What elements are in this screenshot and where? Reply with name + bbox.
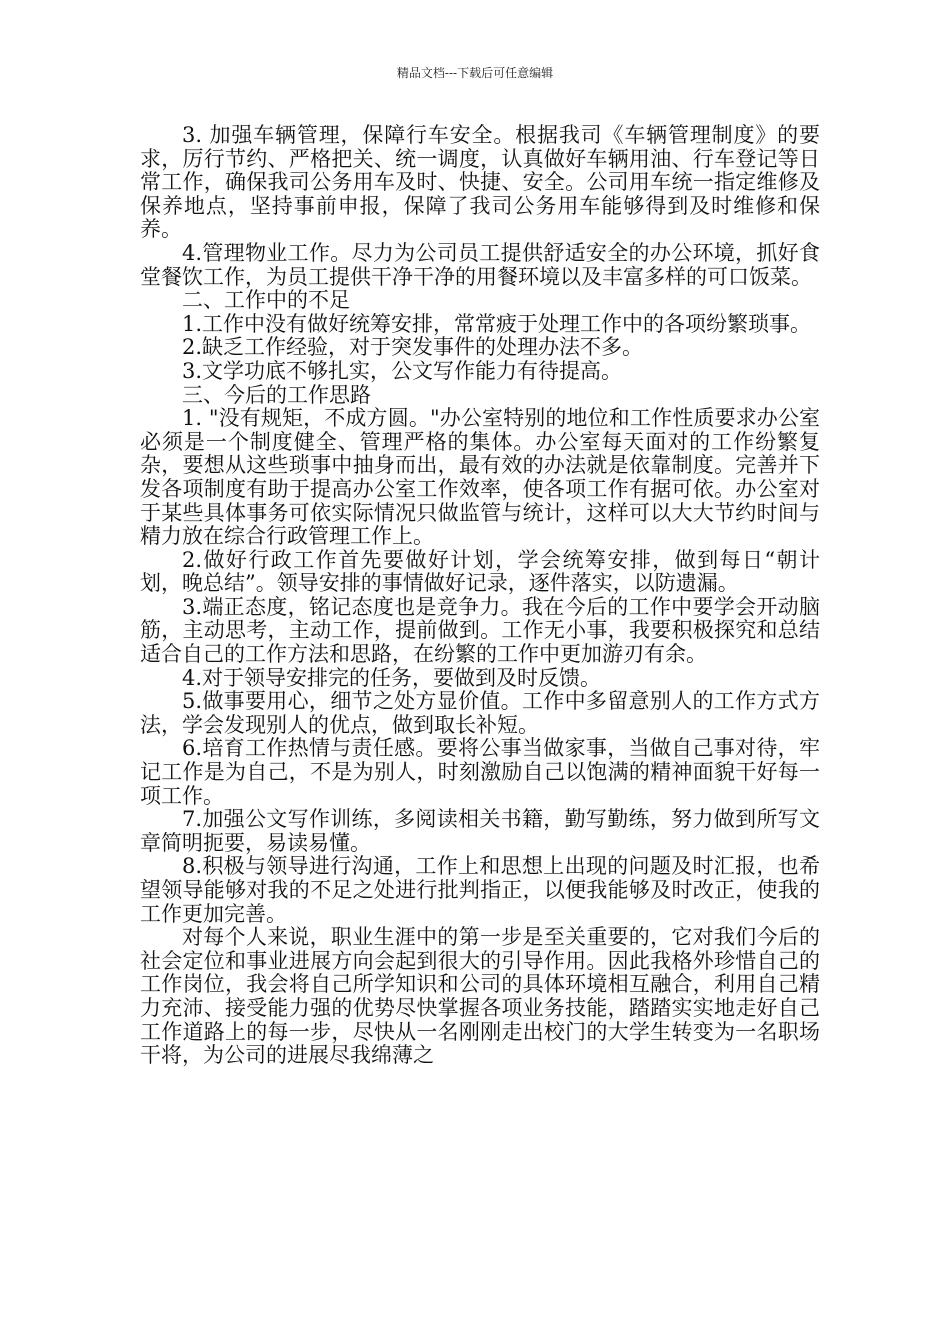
paragraph-shortcoming-1: 1.工作中没有做好统筹安排，常常疲于处理工作中的各项纷繁琐事。	[182, 311, 812, 336]
paragraph-plan-7: 7.加强公文写作训练，多阅读相关书籍，勤写勤练，努力做到所写文章简明扼要，易读易懂。	[140, 807, 820, 855]
document-body	[140, 124, 820, 1068]
paragraph-plan-1: 1. "没有规矩，不成方圆。"办公室特别的地位和工作性质要求办公室必须是一个制度健全、管理严格的集体。办公室每天面对的工作纷繁复杂，要想从这些琐事中抽身而出，最有效的办法就是依靠制度。完善并下发各项制度有助于提高办公室工作效率，使各项工作有据可依。办公室对于某些具体事务可依实际情况只做监管与统计，这样可以大大节约时间与精力放在综合行政管理工作上。	[140, 406, 820, 549]
paragraph-plan-5: 5.做事要用心，细节之处方显价值。工作中多留意别人的工作方式方法，学会发现别人的优点，做到取长补短。	[140, 689, 820, 737]
paragraph-plan-2: 2.做好行政工作首先要做好计划，学会统筹安排，做到每日“朝计划，晚总结”。领导安排的事情做好记录，逐件落实，以防遗漏。	[140, 547, 820, 596]
paragraph-shortcoming-3: 3.文学功底不够扎实，公文写作能力有待提高。	[182, 358, 623, 383]
section-heading-future-plans: 三、今后的工作思路	[182, 382, 371, 407]
section-heading-shortcomings: 二、工作中的不足	[182, 288, 350, 313]
paragraph-plan-4: 4.对于领导安排完的任务，要做到及时反馈。	[182, 665, 602, 690]
paragraph-plan-6: 6.培育工作热情与责任感。要将公事当做家事，当做自己事对待，牢记工作是为自己，不是为别人，时刻激励自己以饱满的精神面貌干好每一项工作。	[140, 736, 820, 808]
paragraph-plan-8: 8.积极与领导进行沟通，工作上和思想上出现的问题及时汇报，也希望领导能够对我的不足之处进行批判指正，以便我能够及时改正，使我的工作更加完善。	[140, 854, 820, 926]
paragraph-plan-3: 3.端正态度，铭记态度也是竞争力。我在今后的工作中要学会开动脑筋，主动思考，主动工作，提前做到。工作无小事，我要积极探究和总结适合自己的工作方法和思路，在纷繁的工作中更加游刃有余。	[140, 594, 820, 667]
paragraph-conclusion: 对每个人来说，职业生涯中的第一步是至关重要的，它对我们今后的社会定位和事业进展方向会起到很大的引导作用。因此我格外珍惜自己的工作岗位，我会将自己所学知识和公司的具体环境相互融合，利用自己精力充沛、接受能力强的优势尽快掌握各项业务技能，踏踏实实地走好自己工作道路上的每一步，尽快从一名刚刚走出校门的大学生转变为一名职场干将，为公司的进展尽我绵薄之	[140, 925, 820, 1068]
page-header: 精品文档---下载后可任意编辑	[396, 66, 554, 80]
paragraph-vehicle-management: 3. 加强车辆管理，保障行车安全。根据我司《车辆管理制度》的要求，厉行节约、严格把关、统一调度，认真做好车辆用油、行车登记等日常工作，确保我司公务用车及时、快捷、安全。公司用车统一指定维修及保养地点，坚持事前申报，保障了我司公务用车能够得到及时维修和保养。	[140, 123, 820, 242]
paragraph-property-management: 4.管理物业工作。尽力为公司员工提供舒适安全的办公环境，抓好食堂餐饮工作，为员工提供干净干净的用餐环境以及丰富多样的可口饭菜。	[140, 240, 820, 289]
paragraph-shortcoming-2: 2.缺乏工作经验，对于突发事件的处理办法不多。	[182, 335, 644, 360]
